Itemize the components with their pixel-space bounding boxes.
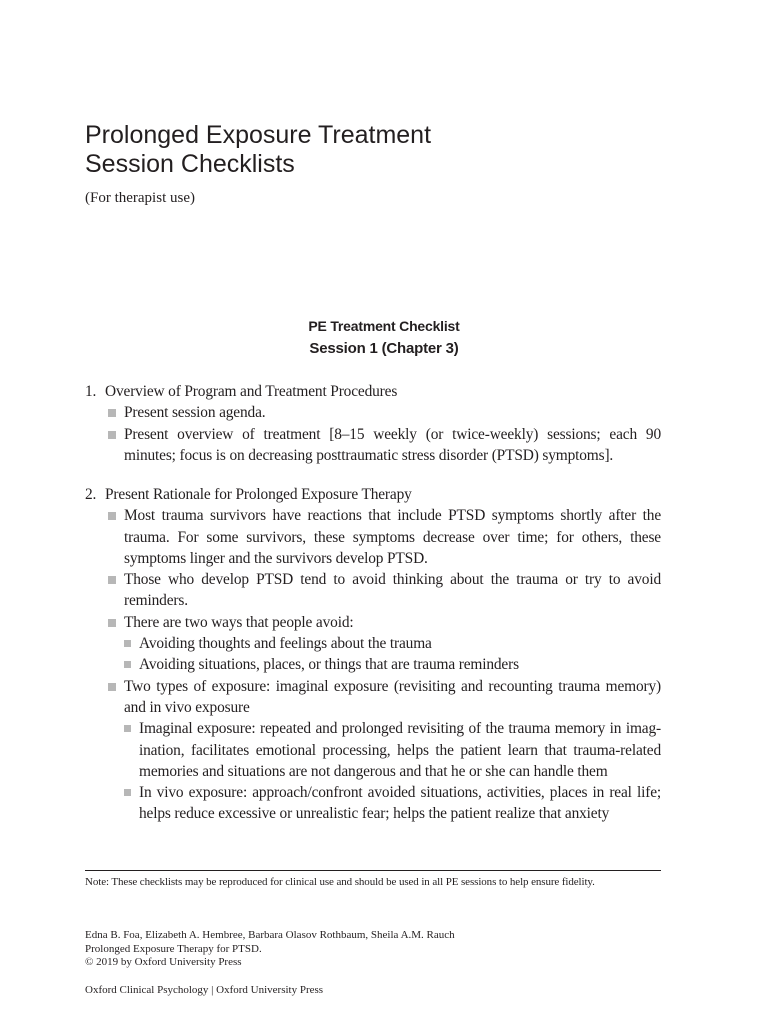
section-1: [85, 381, 661, 466]
session-heading: Session 1 (Chapter 3): [309, 340, 459, 357]
square-bullet-icon: [124, 661, 131, 668]
note-divider: [85, 870, 661, 871]
page-title: [85, 121, 685, 179]
credits-book-title: Prolonged Exposure Therapy for PTSD.: [85, 942, 262, 955]
square-bullet-icon: [124, 640, 131, 647]
sub-list-item: In vivo exposure: approach/confront avoided situations, activities, places in real life; helps reduce excessive or unrealistic fear; helps the patient realize that anxiety: [85, 782, 661, 825]
square-bullet-icon: [124, 725, 131, 732]
page-title-line-2: Session Checklists: [85, 150, 295, 178]
section-number: 1.: [85, 383, 97, 400]
page-title-line-1: Prolonged Exposure Treatment: [85, 121, 432, 149]
square-bullet-icon: [108, 409, 116, 417]
list-item: Those who develop PTSD tend to avoid thinking about the trauma or try to avoid reminders.: [85, 569, 661, 612]
sub-list-item: Imaginal exposure: repeated and prolonged revisiting of the trauma memory in imag-ination, facilitates emotional processing, helps the patient learn that trauma-related memories and situations are not dangerous and that he or she can handle them: [85, 718, 661, 782]
book-credits: [85, 929, 455, 970]
sub-list-item: Avoiding situations, places, or things that are trauma reminders: [85, 654, 661, 675]
page-subtitle: (For therapist use): [85, 190, 195, 206]
publisher-footer: Oxford Clinical Psychology | Oxford University Press: [85, 984, 324, 996]
footnote: Note: These checklists may be reproduced for clinical use and should be used in all PE sessions to help ensure fidelity.: [85, 876, 595, 888]
sub-list-item: Avoiding thoughts and feelings about the trauma: [85, 633, 661, 654]
square-bullet-icon: [108, 683, 116, 691]
credits-copyright: © 2019 by Oxford University Press: [85, 956, 242, 968]
square-bullet-icon: [108, 576, 116, 584]
list-item: Most trauma survivors have reactions that include PTSD symptoms shortly after the trauma. For some survivors, these symptoms decrease over time; for others, these symptoms linger and the survivors develop PTSD.: [85, 505, 661, 569]
section-title: Present Rationale for Prolonged Exposure Therapy: [105, 486, 412, 503]
list-item: There are two ways that people avoid:: [85, 612, 661, 633]
list-item: Two types of exposure: imaginal exposure (revisiting and recounting trauma memory) and in vivo exposure: [85, 676, 661, 719]
credits-authors: Edna B. Foa, Elizabeth A. Hembree, Barbara Olasov Rothbaum, Sheila A.M. Rauch: [85, 929, 455, 941]
section-title: Overview of Program and Treatment Procedures: [105, 383, 398, 400]
section-1-title-line: [85, 381, 661, 402]
square-bullet-icon: [108, 619, 116, 627]
section-2: [85, 484, 661, 825]
checklist-heading: PE Treatment Checklist: [308, 318, 460, 334]
list-item: Present session agenda.: [85, 402, 661, 423]
list-item: Present overview of treatment [8–15 weekly (or twice-weekly) sessions; each 90 minutes; focus is on decreasing posttraumatic stress disorder (PTSD) symptoms].: [85, 424, 661, 467]
section-number: 2.: [85, 486, 97, 503]
square-bullet-icon: [108, 512, 116, 520]
square-bullet-icon: [108, 431, 116, 439]
square-bullet-icon: [124, 789, 131, 796]
section-2-title-line: [85, 484, 661, 505]
